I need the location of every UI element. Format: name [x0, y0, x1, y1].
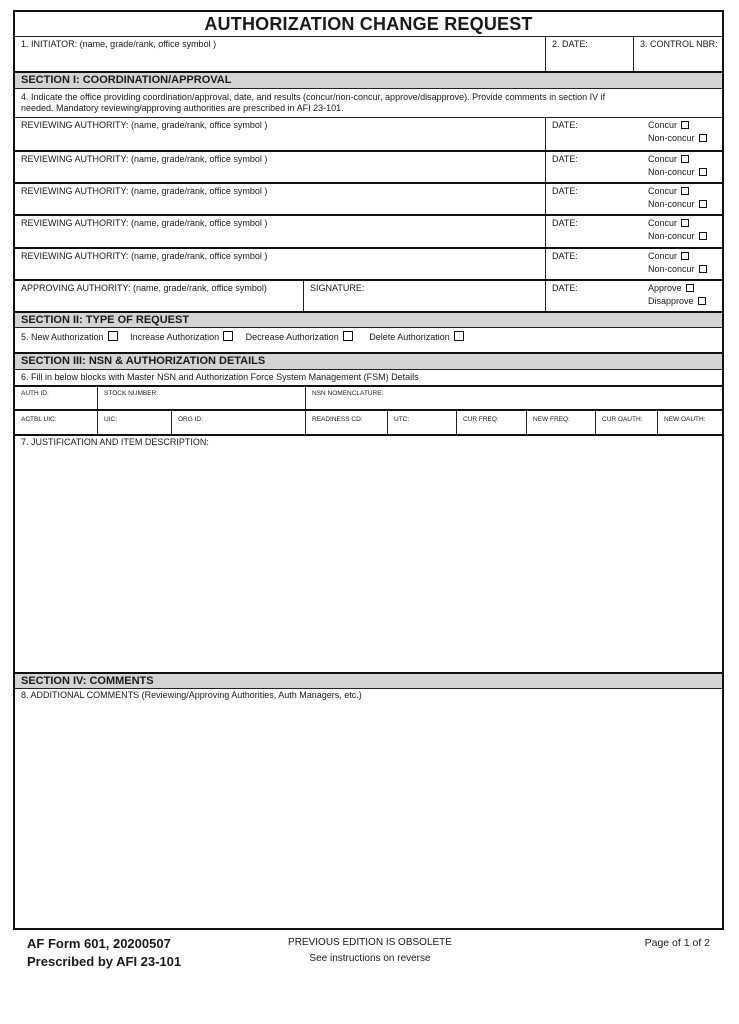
review-date-field[interactable] — [545, 249, 643, 280]
auth-id-field[interactable] — [15, 387, 97, 410]
nonconcur-checkbox[interactable] — [699, 265, 707, 273]
nonconcur-checkbox[interactable] — [699, 134, 707, 142]
concur-label: Concur — [648, 154, 678, 164]
authorization-form — [13, 10, 724, 930]
section-2-header: SECTION II: TYPE OF REQUEST — [15, 311, 722, 328]
approving-authority-field[interactable] — [15, 281, 303, 312]
concur-options — [643, 216, 722, 248]
review-date-label: DATE: — [552, 218, 578, 228]
initiator-field[interactable] — [15, 37, 545, 71]
control-number-label: 3. CONTROL NBR: — [640, 39, 718, 49]
auth-id-label: AUTH ID: — [21, 390, 49, 397]
stock-number-label: STOCK NUMBER: — [104, 390, 159, 397]
new-authorization-label: 5. New Authorization — [21, 332, 104, 342]
nonconcur-label: Non-concur — [648, 133, 695, 143]
section-3-header: SECTION III: NSN & AUTHORIZATION DETAILS — [15, 352, 722, 370]
concur-checkbox[interactable] — [681, 219, 689, 227]
instruction-6-text: 6. Fill in below blocks with Master NSN and Authorization Force System Management (FSM) Details — [21, 372, 419, 382]
instructions-notice: See instructions on reverse — [309, 953, 431, 964]
new-freq-label: NEW FREQ: — [533, 416, 570, 423]
approval-date-field[interactable] — [545, 281, 643, 312]
date-label: 2. DATE: — [552, 39, 588, 49]
nonconcur-label: Non-concur — [648, 264, 695, 274]
concur-options — [643, 118, 722, 151]
form-id: AF Form 601, 20200507 — [27, 936, 171, 951]
decrease-authorization-checkbox[interactable] — [343, 331, 353, 341]
approve-checkbox[interactable] — [686, 284, 694, 292]
justification-label: 7. JUSTIFICATION AND ITEM DESCRIPTION: — [21, 437, 209, 447]
reviewing-row-2 — [15, 150, 722, 182]
utc-field[interactable] — [387, 411, 456, 435]
nsn-nomenclature-field[interactable] — [305, 387, 722, 410]
org-id-field[interactable] — [171, 411, 305, 435]
initiator-label: 1. INITIATOR: (name, grade/rank, office symbol ) — [21, 39, 217, 49]
disapprove-label: Disapprove — [648, 296, 694, 306]
request-type-row — [15, 328, 722, 350]
comments-label: 8. ADDITIONAL COMMENTS (Reviewing/Approving Authorities, Auth Managers, etc.) — [21, 690, 362, 700]
decrease-authorization-label: Decrease Authorization — [245, 332, 339, 342]
reviewing-authority-label: REVIEWING AUTHORITY: (name, grade/rank, office symbol ) — [21, 154, 268, 164]
new-authorization-checkbox[interactable] — [108, 331, 118, 341]
reviewing-authority-label: REVIEWING AUTHORITY: (name, grade/rank, office symbol ) — [21, 120, 268, 130]
utc-label: UTC: — [394, 416, 410, 423]
approve-options — [643, 281, 722, 312]
initiator-row — [15, 36, 722, 70]
actbl-uic-label: ACTBL UIC: — [21, 416, 57, 423]
nonconcur-checkbox[interactable] — [699, 168, 707, 176]
nonconcur-label: Non-concur — [648, 167, 695, 177]
concur-label: Concur — [648, 186, 678, 196]
review-date-label: DATE: — [552, 120, 578, 130]
control-number-field[interactable] — [633, 37, 722, 71]
cur-oauth-label: CUR OAUTH: — [602, 416, 643, 423]
concur-label: Concur — [648, 120, 678, 130]
instruction-6 — [15, 370, 722, 385]
concur-checkbox[interactable] — [681, 187, 689, 195]
review-date-label: DATE: — [552, 186, 578, 196]
readiness-cd-field[interactable] — [305, 411, 387, 435]
instruction-4-line1: 4. Indicate the office providing coordination/approval, date, and results (concur/non-concur, approve/disapprove). Provide comments in section IV if — [21, 92, 606, 102]
review-date-label: DATE: — [552, 154, 578, 164]
review-date-field[interactable] — [545, 216, 643, 248]
nsn-row-1 — [15, 385, 722, 409]
concur-options — [643, 249, 722, 280]
comments-area[interactable] — [15, 689, 722, 928]
concur-checkbox[interactable] — [681, 121, 689, 129]
stock-number-field[interactable] — [97, 387, 305, 410]
delete-authorization-checkbox[interactable] — [454, 331, 464, 341]
concur-checkbox[interactable] — [681, 252, 689, 260]
instruction-4-line2: needed. Mandatory reviewing/approving authorities are prescribed in AFI 23-101. — [21, 103, 344, 113]
approval-date-label: DATE: — [552, 283, 578, 293]
new-freq-field[interactable] — [526, 411, 595, 435]
date-field[interactable] — [545, 37, 633, 71]
reviewing-authority-field[interactable] — [15, 118, 545, 151]
concur-options — [643, 152, 722, 183]
nonconcur-checkbox[interactable] — [699, 200, 707, 208]
page-number: Page of 1 of 2 — [644, 937, 710, 949]
new-oauth-field[interactable] — [657, 411, 722, 435]
approve-label: Approve — [648, 283, 682, 293]
nonconcur-label: Non-concur — [648, 231, 695, 241]
reviewing-authority-field[interactable] — [15, 184, 545, 215]
review-date-field[interactable] — [545, 118, 643, 151]
reviewing-authority-field[interactable] — [15, 152, 545, 183]
reviewing-authority-label: REVIEWING AUTHORITY: (name, grade/rank, office symbol ) — [21, 218, 268, 228]
new-oauth-label: NEW OAUTH: — [664, 416, 706, 423]
approving-row — [15, 279, 722, 311]
reviewing-row-3 — [15, 182, 722, 214]
approving-authority-label: APPROVING AUTHORITY: (name, grade/rank, office symbol) — [21, 283, 267, 293]
section-1-header: SECTION I: COORDINATION/APPROVAL — [15, 71, 722, 89]
concur-label: Concur — [648, 251, 678, 261]
reviewing-row-5 — [15, 247, 722, 279]
reviewing-row-1 — [15, 117, 722, 150]
instruction-4 — [15, 89, 722, 117]
reviewing-row-4 — [15, 214, 722, 247]
cur-oauth-field[interactable] — [595, 411, 657, 435]
increase-authorization-label: Increase Authorization — [130, 332, 220, 342]
reviewing-authority-field[interactable] — [15, 249, 545, 280]
signature-label: SIGNATURE: — [310, 283, 365, 293]
justification-area[interactable] — [15, 434, 722, 672]
section-4-header: SECTION IV: COMMENTS — [15, 672, 722, 689]
signature-field[interactable] — [303, 281, 545, 312]
review-date-label: DATE: — [552, 251, 578, 261]
actbl-uic-field[interactable] — [15, 411, 97, 435]
org-id-label: ORG ID: — [178, 416, 203, 423]
form-title: AUTHORIZATION CHANGE REQUEST — [204, 14, 533, 34]
prescribed-by: Prescribed by AFI 23-101 — [27, 954, 182, 969]
reviewing-authority-label: REVIEWING AUTHORITY: (name, grade/rank, office symbol ) — [21, 251, 268, 261]
reviewing-authority-field[interactable] — [15, 216, 545, 248]
nonconcur-checkbox[interactable] — [699, 232, 707, 240]
nsn-nomenclature-label: NSN NOMENCLATURE: — [312, 390, 384, 397]
cur-freq-label: CUR FREQ: — [463, 416, 499, 423]
uic-label: UIC: — [104, 416, 117, 423]
reviewing-authority-label: REVIEWING AUTHORITY: (name, grade/rank, office symbol ) — [21, 186, 268, 196]
readiness-cd-label: READINESS CD: — [312, 416, 363, 423]
increase-authorization-checkbox[interactable] — [223, 331, 233, 341]
footer-form-info — [27, 935, 181, 971]
review-date-field[interactable] — [545, 184, 643, 215]
obsolete-notice: PREVIOUS EDITION IS OBSOLETE — [288, 937, 452, 948]
nonconcur-label: Non-concur — [648, 199, 695, 209]
disapprove-checkbox[interactable] — [698, 297, 706, 305]
concur-options — [643, 184, 722, 215]
uic-field[interactable] — [97, 411, 171, 435]
concur-checkbox[interactable] — [681, 155, 689, 163]
footer-notes — [250, 935, 490, 967]
concur-label: Concur — [648, 218, 678, 228]
review-date-field[interactable] — [545, 152, 643, 183]
nsn-row-2 — [15, 409, 722, 434]
cur-freq-field[interactable] — [456, 411, 526, 435]
delete-authorization-label: Delete Authorization — [369, 332, 450, 342]
